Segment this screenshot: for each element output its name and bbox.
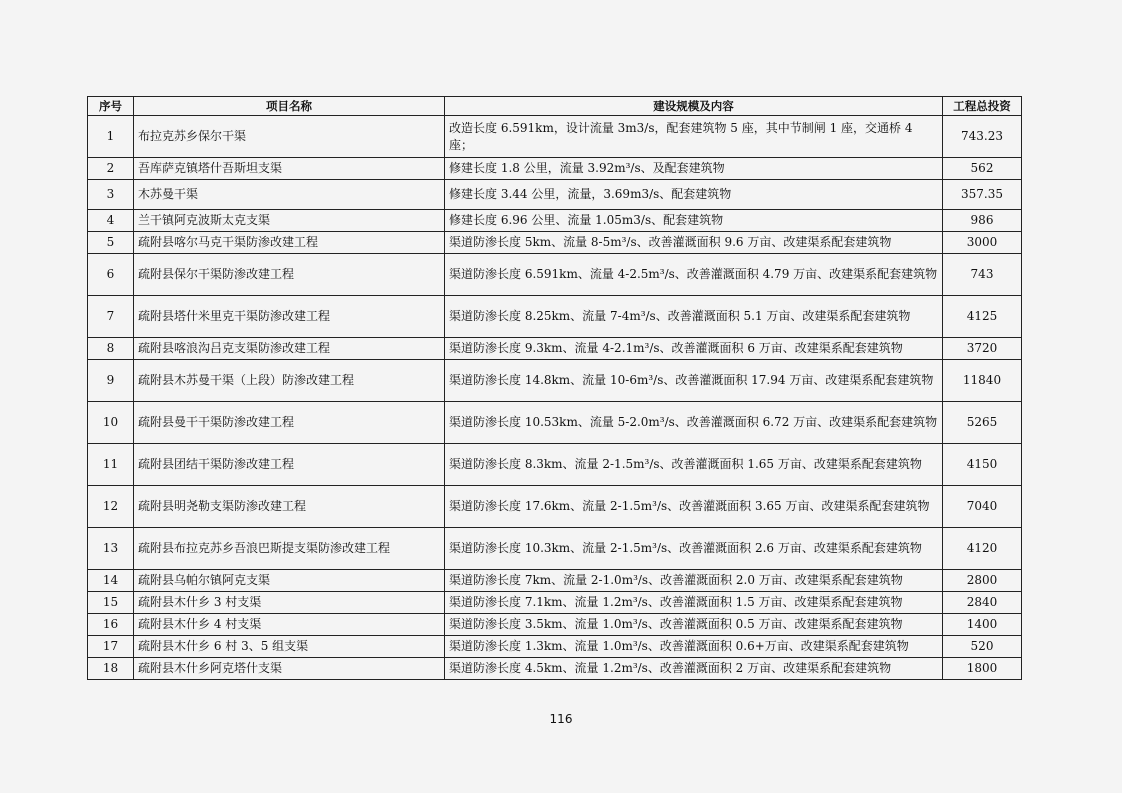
- total-investment: 1400: [943, 614, 1022, 636]
- row-number: 12: [88, 486, 134, 528]
- construction-content: 渠道防渗长度 14.8km、流量 10-6m³/s、改善灌溉面积 17.94 万亩、改建渠系配套建筑物: [445, 360, 943, 402]
- table-row: [88, 338, 1022, 360]
- construction-content: 渠道防渗长度 1.3km、流量 1.0m³/s、改善灌溉面积 0.6+万亩、改建渠系配套建筑物: [445, 636, 943, 658]
- project-name: 疏附县团结干渠防渗改建工程: [134, 444, 445, 486]
- total-investment: 4125: [943, 296, 1022, 338]
- project-name: 兰干镇阿克波斯太克支渠: [134, 210, 445, 232]
- construction-content: 渠道防渗长度 7km、流量 2-1.0m³/s、改善灌溉面积 2.0 万亩、改建渠系配套建筑物: [445, 570, 943, 592]
- table-row: [88, 116, 1022, 158]
- table-row: [88, 180, 1022, 210]
- table-row: [88, 444, 1022, 486]
- construction-content: 渠道防渗长度 9.3km、流量 4-2.1m³/s、改善灌溉面积 6 万亩、改建渠系配套建筑物: [445, 338, 943, 360]
- row-number: 10: [88, 402, 134, 444]
- project-name: 疏附县喀浪沟吕克支渠防渗改建工程: [134, 338, 445, 360]
- construction-content: 渠道防渗长度 3.5km、流量 1.0m³/s、改善灌溉面积 0.5 万亩、改建渠系配套建筑物: [445, 614, 943, 636]
- table-row: [88, 486, 1022, 528]
- table-row: [88, 254, 1022, 296]
- table-row: [88, 592, 1022, 614]
- table-row: [88, 570, 1022, 592]
- header-no: 序号: [88, 97, 134, 116]
- construction-content: 渠道防渗长度 8.25km、流量 7-4m³/s、改善灌溉面积 5.1 万亩、改建渠系配套建筑物: [445, 296, 943, 338]
- total-investment: 743.23: [943, 116, 1022, 158]
- total-investment: 562: [943, 158, 1022, 180]
- project-name: 疏附县木苏曼干渠（上段）防渗改建工程: [134, 360, 445, 402]
- row-number: 8: [88, 338, 134, 360]
- project-name: 疏附县明尧勒支渠防渗改建工程: [134, 486, 445, 528]
- total-investment: 5265: [943, 402, 1022, 444]
- project-name: 疏附县木什乡阿克塔什支渠: [134, 658, 445, 680]
- project-name: 疏附县乌帕尔镇阿克支渠: [134, 570, 445, 592]
- construction-content: 修建长度 3.44 公里，流量，3.69m3/s、配套建筑物: [445, 180, 943, 210]
- table-row: [88, 528, 1022, 570]
- construction-content: 渠道防渗长度 8.3km、流量 2-1.5m³/s、改善灌溉面积 1.65 万亩、改建渠系配套建筑物: [445, 444, 943, 486]
- total-investment: 357.35: [943, 180, 1022, 210]
- table-row: [88, 636, 1022, 658]
- construction-content: 渠道防渗长度 5km、流量 8-5m³/s、改善灌溉面积 9.6 万亩、改建渠系配套建筑物: [445, 232, 943, 254]
- construction-content: 渠道防渗长度 4.5km、流量 1.2m³/s、改善灌溉面积 2 万亩、改建渠系配套建筑物: [445, 658, 943, 680]
- construction-content: 渠道防渗长度 17.6km、流量 2-1.5m³/s、改善灌溉面积 3.65 万亩、改建渠系配套建筑物: [445, 486, 943, 528]
- project-name: 疏附县喀尔马克干渠防渗改建工程: [134, 232, 445, 254]
- total-investment: 4150: [943, 444, 1022, 486]
- total-investment: 1800: [943, 658, 1022, 680]
- total-investment: 3720: [943, 338, 1022, 360]
- total-investment: 986: [943, 210, 1022, 232]
- project-table: [87, 96, 1022, 680]
- row-number: 4: [88, 210, 134, 232]
- construction-content: 渠道防渗长度 6.591km、流量 4-2.5m³/s、改善灌溉面积 4.79 万亩、改建渠系配套建筑物: [445, 254, 943, 296]
- total-investment: 11840: [943, 360, 1022, 402]
- construction-content: 渠道防渗长度 10.3km、流量 2-1.5m³/s、改善灌溉面积 2.6 万亩、改建渠系配套建筑物: [445, 528, 943, 570]
- project-name: 疏附县木什乡 6 村 3、5 组支渠: [134, 636, 445, 658]
- table-row: [88, 158, 1022, 180]
- construction-content: 修建长度 1.8 公里，流量 3.92m³/s、及配套建筑物: [445, 158, 943, 180]
- total-investment: 2800: [943, 570, 1022, 592]
- row-number: 1: [88, 116, 134, 158]
- row-number: 2: [88, 158, 134, 180]
- table-row: [88, 360, 1022, 402]
- construction-content: 改造长度 6.591km，设计流量 3m3/s，配套建筑物 5 座，其中节制闸 1 座，交通桥 4 座；: [445, 116, 943, 158]
- table-row: [88, 658, 1022, 680]
- header-content: 建设规模及内容: [445, 97, 943, 116]
- total-investment: 520: [943, 636, 1022, 658]
- row-number: 5: [88, 232, 134, 254]
- row-number: 6: [88, 254, 134, 296]
- row-number: 16: [88, 614, 134, 636]
- total-investment: 4120: [943, 528, 1022, 570]
- project-name: 疏附县布拉克苏乡吾浪巴斯提支渠防渗改建工程: [134, 528, 445, 570]
- project-name: 吾库萨克镇塔什吾斯坦支渠: [134, 158, 445, 180]
- total-investment: 743: [943, 254, 1022, 296]
- table-row: [88, 402, 1022, 444]
- project-name: 疏附县木什乡 4 村支渠: [134, 614, 445, 636]
- table-body: [88, 116, 1022, 680]
- row-number: 13: [88, 528, 134, 570]
- page-number: 116: [549, 712, 573, 726]
- project-name: 布拉克苏乡保尔干渠: [134, 116, 445, 158]
- row-number: 11: [88, 444, 134, 486]
- total-investment: 7040: [943, 486, 1022, 528]
- row-number: 17: [88, 636, 134, 658]
- project-name: 疏附县木什乡 3 村支渠: [134, 592, 445, 614]
- project-name: 疏附县塔什米里克干渠防渗改建工程: [134, 296, 445, 338]
- table-header-row: [88, 97, 1022, 116]
- total-investment: 3000: [943, 232, 1022, 254]
- total-investment: 2840: [943, 592, 1022, 614]
- table-row: [88, 210, 1022, 232]
- table-row: [88, 614, 1022, 636]
- row-number: 9: [88, 360, 134, 402]
- construction-content: 修建长度 6.96 公里、流量 1.05m3/s、配套建筑物: [445, 210, 943, 232]
- row-number: 14: [88, 570, 134, 592]
- table-row: [88, 232, 1022, 254]
- table-row: [88, 296, 1022, 338]
- project-name: 疏附县曼干干渠防渗改建工程: [134, 402, 445, 444]
- header-investment: 工程总投资: [943, 97, 1022, 116]
- construction-content: 渠道防渗长度 7.1km、流量 1.2m³/s、改善灌溉面积 1.5 万亩、改建渠系配套建筑物: [445, 592, 943, 614]
- header-name: 项目名称: [134, 97, 445, 116]
- project-name: 疏附县保尔干渠防渗改建工程: [134, 254, 445, 296]
- row-number: 3: [88, 180, 134, 210]
- construction-content: 渠道防渗长度 10.53km、流量 5-2.0m³/s、改善灌溉面积 6.72 万亩、改建渠系配套建筑物: [445, 402, 943, 444]
- row-number: 7: [88, 296, 134, 338]
- project-name: 木苏曼干渠: [134, 180, 445, 210]
- row-number: 18: [88, 658, 134, 680]
- row-number: 15: [88, 592, 134, 614]
